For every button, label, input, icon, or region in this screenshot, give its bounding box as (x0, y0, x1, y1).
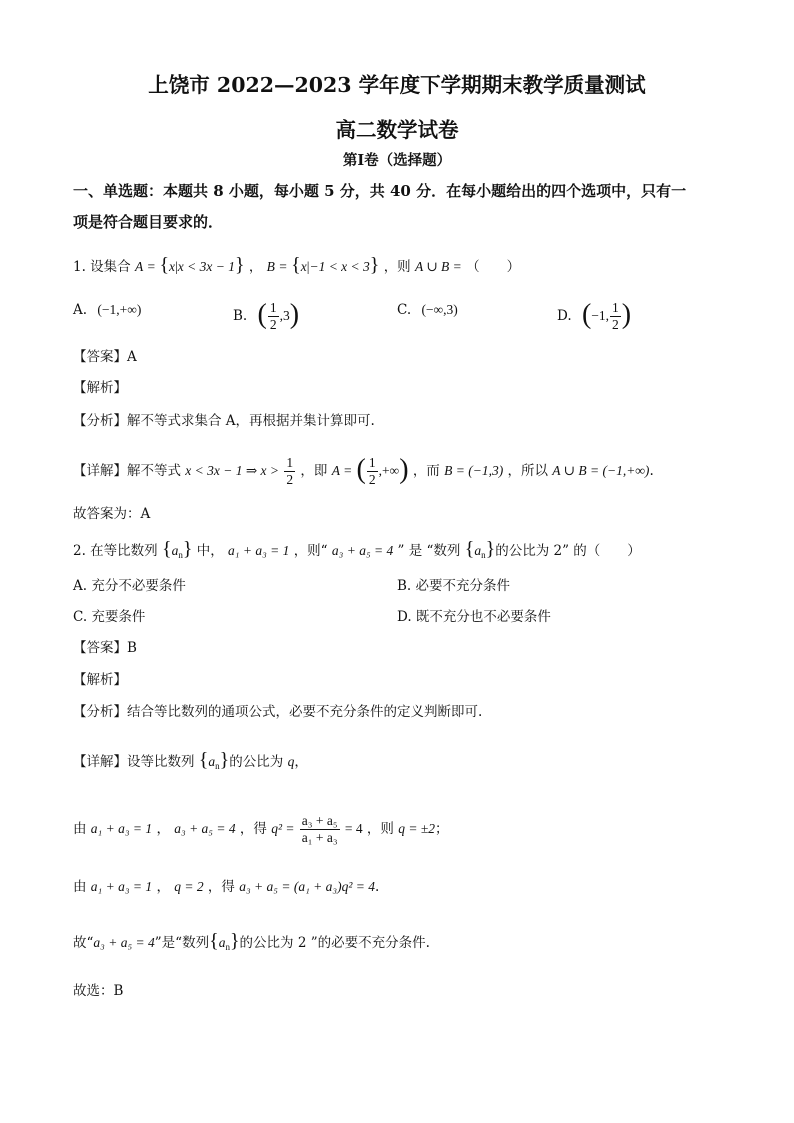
exam-subtitle: 高二数学试卷 (335, 118, 459, 142)
q1-comma: ， (248, 259, 263, 275)
fraction-denominator: a₁ + a₃ (301, 830, 338, 845)
q1-option-d[interactable] (557, 300, 631, 333)
q1-set-a-label: A (134, 259, 144, 274)
left-brace: { (198, 749, 209, 771)
q1-detail (73, 455, 654, 488)
q1-ask-expr: A ∪ B = (414, 259, 462, 274)
section-intro-line1: 一、单选题：本题共 8 小题，每小题 5 分，共 40 分．在每小题给出的四个选项中，只有一 (73, 182, 687, 200)
q2-l3-post: 的公比为 2 ”的必要不充分条件. (239, 935, 430, 951)
q2-analysis-heading: 【解析】 (73, 672, 127, 688)
q2-derivation-1 (73, 813, 448, 846)
right-brace: } (182, 538, 193, 560)
q2-answer: 【答案】B (73, 640, 137, 656)
q1-detail-b: B = (−1,3) (444, 463, 504, 478)
q2-l1-get: ，得 (239, 821, 267, 837)
q2-l2-end: . (374, 879, 380, 895)
fraction-numerator: a₃ + a₅ (301, 813, 338, 828)
question-1-stem (73, 255, 520, 277)
question-2-stem (73, 539, 641, 565)
q1-option-a[interactable] (73, 300, 141, 320)
left-brace: { (159, 254, 170, 276)
right-brace: } (369, 254, 380, 276)
right-paren: ) (399, 454, 409, 485)
q1-option-b[interactable] (233, 300, 299, 333)
left-paren: ( (581, 299, 592, 330)
q2-seq: a (208, 754, 216, 769)
q2-l1-q2: q² = (271, 821, 295, 836)
q1-set-b-label: B (266, 259, 275, 274)
exam-title: 上饶市 2022—2023 学年度下学期期末教学质量测试 (148, 73, 646, 97)
right-brace: } (485, 538, 496, 560)
right-brace: } (234, 254, 245, 276)
q1-detail-pre: 【详解】解不等式 (73, 463, 181, 479)
q2-l2-c: ， (156, 879, 170, 895)
fraction (284, 455, 295, 488)
fraction-numerator: 1 (269, 300, 277, 315)
fraction-numerator: 1 (368, 455, 376, 470)
q2-l3-expr: a₃ + a₅ = 4 (93, 935, 155, 950)
right-paren: ) (289, 299, 300, 330)
left-paren: ( (257, 299, 267, 330)
left-brace: { (161, 538, 172, 560)
fraction (367, 455, 378, 488)
q2-derivation-3 (73, 931, 430, 957)
q1-ask-pre: ，则 (383, 259, 411, 275)
fraction-numerator: 1 (286, 455, 294, 470)
q2-cond2: a₃ + a₅ = 4 (331, 543, 394, 558)
q2-detail-end: ， (294, 754, 308, 770)
q2-derivation-2 (73, 877, 379, 897)
fraction (268, 300, 279, 333)
q2-seq: a (474, 543, 482, 558)
q2-mid2: ，则“ (293, 543, 328, 559)
q1-set-b-bar: | (306, 259, 310, 274)
q1-detail-mid: ，即 (300, 463, 328, 479)
q1-ask-paren: （ ） (466, 259, 521, 275)
left-brace: { (291, 254, 301, 276)
q2-number: 2. 在等比数列 (73, 543, 158, 559)
q1-detail-a: A = (331, 463, 353, 478)
option-label: A. (73, 302, 88, 318)
option-label: B. (233, 308, 248, 324)
option-pre: −1, (591, 308, 610, 323)
q2-cond1: a₁ + a₃ = 1 (228, 543, 290, 558)
q2-option-d[interactable]: D. 既不充分也不必要条件 (397, 609, 551, 625)
right-paren: ) (621, 299, 632, 330)
q2-l2-pre: 由 (73, 879, 87, 895)
fraction-denominator: 2 (612, 317, 619, 332)
q2-l1-c: ， (156, 821, 170, 837)
fraction-denominator: 2 (286, 472, 294, 487)
q2-fenxi: 【分析】结合等比数列的通项公式，必要不充分条件的定义判断即可. (73, 704, 483, 720)
option-value: (−∞,3) (421, 302, 458, 317)
q2-seq-sub: n (215, 761, 220, 771)
q1-answer: 【答案】A (73, 349, 137, 365)
q2-l1-q: q = ±2 (398, 821, 435, 836)
q2-detail-pre: 【详解】设等比数列 (73, 754, 195, 770)
q2-l1-then: ，则 (366, 821, 394, 837)
option-label: C. (397, 302, 412, 318)
q1-fenxi: 【分析】解不等式求集合 A，再根据并集计算即可. (73, 413, 375, 429)
option-value: (−1,+∞) (97, 302, 142, 317)
q2-detail-q: q (287, 754, 295, 769)
option-rest: ,3 (279, 308, 290, 323)
q2-detail (73, 750, 308, 776)
q1-detail-end: . (649, 463, 654, 479)
q1-number: 1. 设集合 (73, 259, 131, 275)
q2-l1-eq4: = 4 (344, 821, 363, 836)
q1-set-a-var: x (169, 259, 176, 274)
q2-option-b[interactable]: B. 必要不充分条件 (397, 578, 511, 594)
fraction-numerator: 1 (612, 300, 619, 315)
q2-l1-pre: 由 (73, 821, 87, 837)
q1-analysis-heading: 【解析】 (73, 380, 127, 396)
section-intro-line2: 项是符合题目要求的． (73, 213, 224, 231)
q1-set-a-bar: | (175, 259, 178, 274)
fraction (300, 813, 340, 846)
q2-mid4: 的公比为 2” 的（ ） (495, 543, 641, 559)
q2-mid1: 中， (196, 543, 224, 559)
q1-detail-union: A ∪ B = (−1,+∞) (552, 463, 650, 478)
q2-l2-get: ，得 (207, 879, 235, 895)
q1-set-b-eq: = (279, 259, 287, 274)
q2-conclusion: 故选：B (73, 983, 124, 999)
q1-set-a-cond: x < 3x − 1 (177, 259, 235, 274)
q2-l3-pre: 故“ (73, 935, 94, 951)
right-brace: } (229, 930, 240, 952)
q1-detail-a-rest: ,+∞ (378, 463, 400, 478)
q2-seq: a (218, 935, 226, 950)
q1-detail-er: ，而 (412, 463, 440, 479)
q1-detail-so: ，所以 (507, 463, 548, 479)
left-brace: { (464, 538, 475, 560)
left-paren: ( (356, 454, 366, 485)
q2-detail-post: 的公比为 (229, 754, 284, 770)
q2-option-c[interactable]: C. 充要条件 (73, 609, 146, 625)
q2-l2-a: a₁ + a₃ = 1 (90, 879, 153, 894)
part-heading: 第Ⅰ卷（选择题） (342, 152, 452, 169)
fraction-denominator: 2 (269, 317, 277, 332)
q1-option-c[interactable] (397, 300, 458, 320)
q2-seq-sub: n (481, 550, 486, 560)
q2-option-a[interactable]: A. 充分不必要条件 (73, 578, 186, 594)
q1-set-b-var: x (300, 259, 307, 274)
q2-l1-b: a₃ + a₅ = 4 (174, 821, 236, 836)
option-label: D. (557, 308, 572, 324)
q2-l1-end: ； (434, 821, 449, 837)
fraction (610, 300, 621, 333)
q1-set-b-cond: −1 < x < 3 (309, 259, 370, 274)
q1-conclusion: 故答案为：A (73, 506, 151, 522)
q2-l1-a: a₁ + a₃ = 1 (90, 821, 153, 836)
q2-seq-sub: n (178, 550, 183, 560)
q2-seq: a (171, 543, 179, 558)
q2-l3-mid: ”是“数列 (154, 935, 210, 951)
right-brace: } (219, 749, 230, 771)
q2-mid3: ” 是 “数列 (397, 543, 461, 559)
q1-set-a-eq: = (147, 259, 156, 274)
q2-seq-sub: n (225, 942, 230, 952)
left-brace: { (209, 930, 219, 952)
q2-l2-q: q = 2 (174, 879, 204, 894)
q1-detail-ineq: x < 3x − 1 ⇒ x > (185, 463, 280, 478)
fraction-denominator: 2 (368, 472, 376, 487)
q2-l2-expr: a₃ + a₅ = (a₁ + a₃)q² = 4 (239, 879, 375, 894)
